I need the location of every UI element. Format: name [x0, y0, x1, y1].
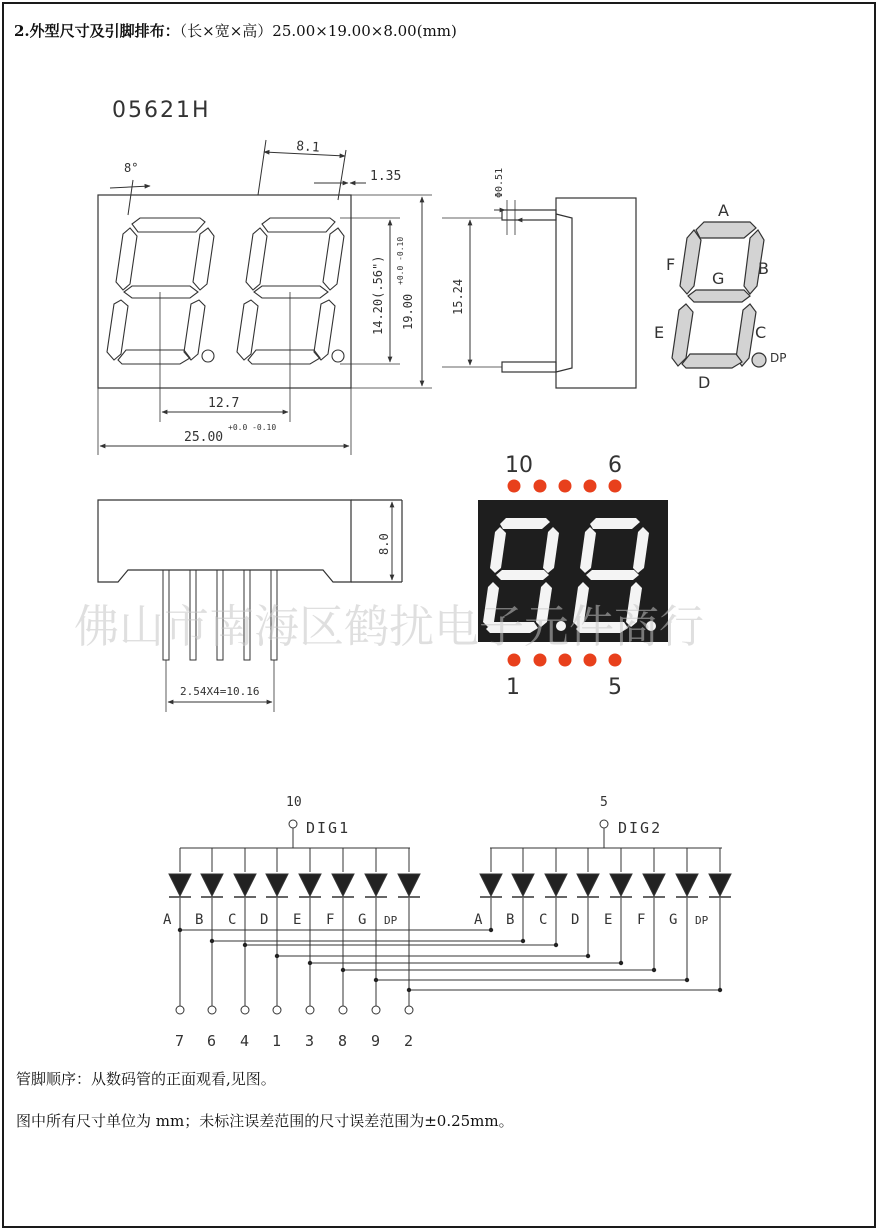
seg-label: A	[163, 912, 172, 928]
seg-label: C	[539, 912, 548, 928]
pin-number: 7	[175, 1032, 185, 1050]
circuit-diagram	[169, 820, 731, 1014]
dig2-pin-number: 5	[600, 795, 608, 810]
pin-pitch-label: 2.54X4=10.16	[180, 685, 260, 698]
height-label: 19.00	[401, 293, 415, 330]
slant-label: 1.35	[370, 169, 402, 184]
watermark: 佛山市南海区鹤扰电子元件商行	[74, 600, 705, 653]
segment-g-shape	[688, 290, 750, 302]
seg-label: B	[506, 912, 515, 928]
pin-number: 2	[404, 1032, 414, 1050]
pin-number: 8	[338, 1032, 348, 1050]
seg-label: F	[637, 912, 646, 928]
segment-map	[672, 222, 766, 368]
bottom-right-pin-number: 5	[608, 675, 622, 700]
pin-number: 1	[272, 1032, 282, 1050]
seg-label: D	[571, 912, 580, 928]
pin-row-label: 15.24	[451, 278, 465, 315]
dig1-label: DIG1	[306, 819, 351, 837]
seg-label: G	[358, 912, 367, 928]
segment-g-label: G	[712, 269, 725, 288]
length-tolerance-label: +0.0 -0.10	[228, 423, 277, 432]
digit-width-label: 8.1	[295, 139, 321, 156]
bottom-left-pin-number: 1	[506, 675, 520, 700]
seg-label: A	[474, 912, 483, 928]
pin-number: 6	[207, 1032, 217, 1050]
char-height-label: 14.20(.56")	[371, 255, 385, 335]
seg-label: D	[260, 912, 269, 928]
pin-order-note: 管脚顺序：从数码管的正面观看,见图。	[16, 1070, 276, 1088]
tolerance-note: 图中所有尺寸单位为 mm；未标注误差范围的尺寸误差范围为±0.25mm。	[16, 1112, 514, 1130]
segment-f-shape	[680, 230, 701, 294]
segment-d-shape	[682, 354, 742, 368]
segment-labels-group-1	[163, 912, 398, 928]
segment-a-label: A	[718, 201, 729, 220]
seg-label: E	[604, 912, 613, 928]
seg-label: C	[228, 912, 237, 928]
angle-label: 8°	[124, 161, 139, 175]
pin-number: 3	[305, 1032, 315, 1050]
segment-c-label: C	[755, 323, 767, 342]
segment-labels-group-2	[474, 912, 709, 928]
seg-label: DP	[384, 914, 398, 927]
segment-a-shape	[696, 222, 756, 238]
segment-d-label: D	[698, 373, 711, 392]
pin-number: 4	[240, 1032, 250, 1050]
seg-label: DP	[695, 914, 709, 927]
height-tolerance-label: +0.0 -0.10	[396, 236, 405, 285]
segment-b-label: B	[758, 259, 769, 278]
top-pin-dots	[508, 480, 622, 493]
top-left-pin-number: 10	[505, 453, 533, 478]
side-view	[442, 198, 636, 388]
segment-e-label: E	[654, 323, 665, 342]
seg-label: B	[195, 912, 204, 928]
segment-dp-label: DP	[770, 351, 787, 365]
dig1-pin-number: 10	[286, 795, 302, 810]
dig2-label: DIG2	[618, 819, 663, 837]
header-dimensions: （长×宽×高）25.00×19.00×8.00(mm)	[179, 22, 457, 40]
bottom-pin-dots	[508, 654, 622, 667]
seg-label: E	[293, 912, 302, 928]
pin-numbers	[175, 1032, 413, 1050]
seg-label: G	[669, 912, 678, 928]
pitch-label: 12.7	[208, 396, 240, 411]
seg-label: F	[326, 912, 335, 928]
length-label: 25.00	[184, 430, 224, 445]
header-title: 2.外型尺寸及引脚排布：	[14, 22, 180, 40]
segment-dp-shape	[752, 353, 766, 367]
model-label: 05621H	[112, 98, 211, 123]
pin-diameter-label: Φ0.51	[494, 167, 505, 198]
segment-f-label: F	[666, 255, 676, 274]
top-right-pin-number: 6	[608, 453, 622, 478]
depth-label: 8.0	[377, 533, 391, 555]
pin-number: 9	[371, 1032, 381, 1050]
